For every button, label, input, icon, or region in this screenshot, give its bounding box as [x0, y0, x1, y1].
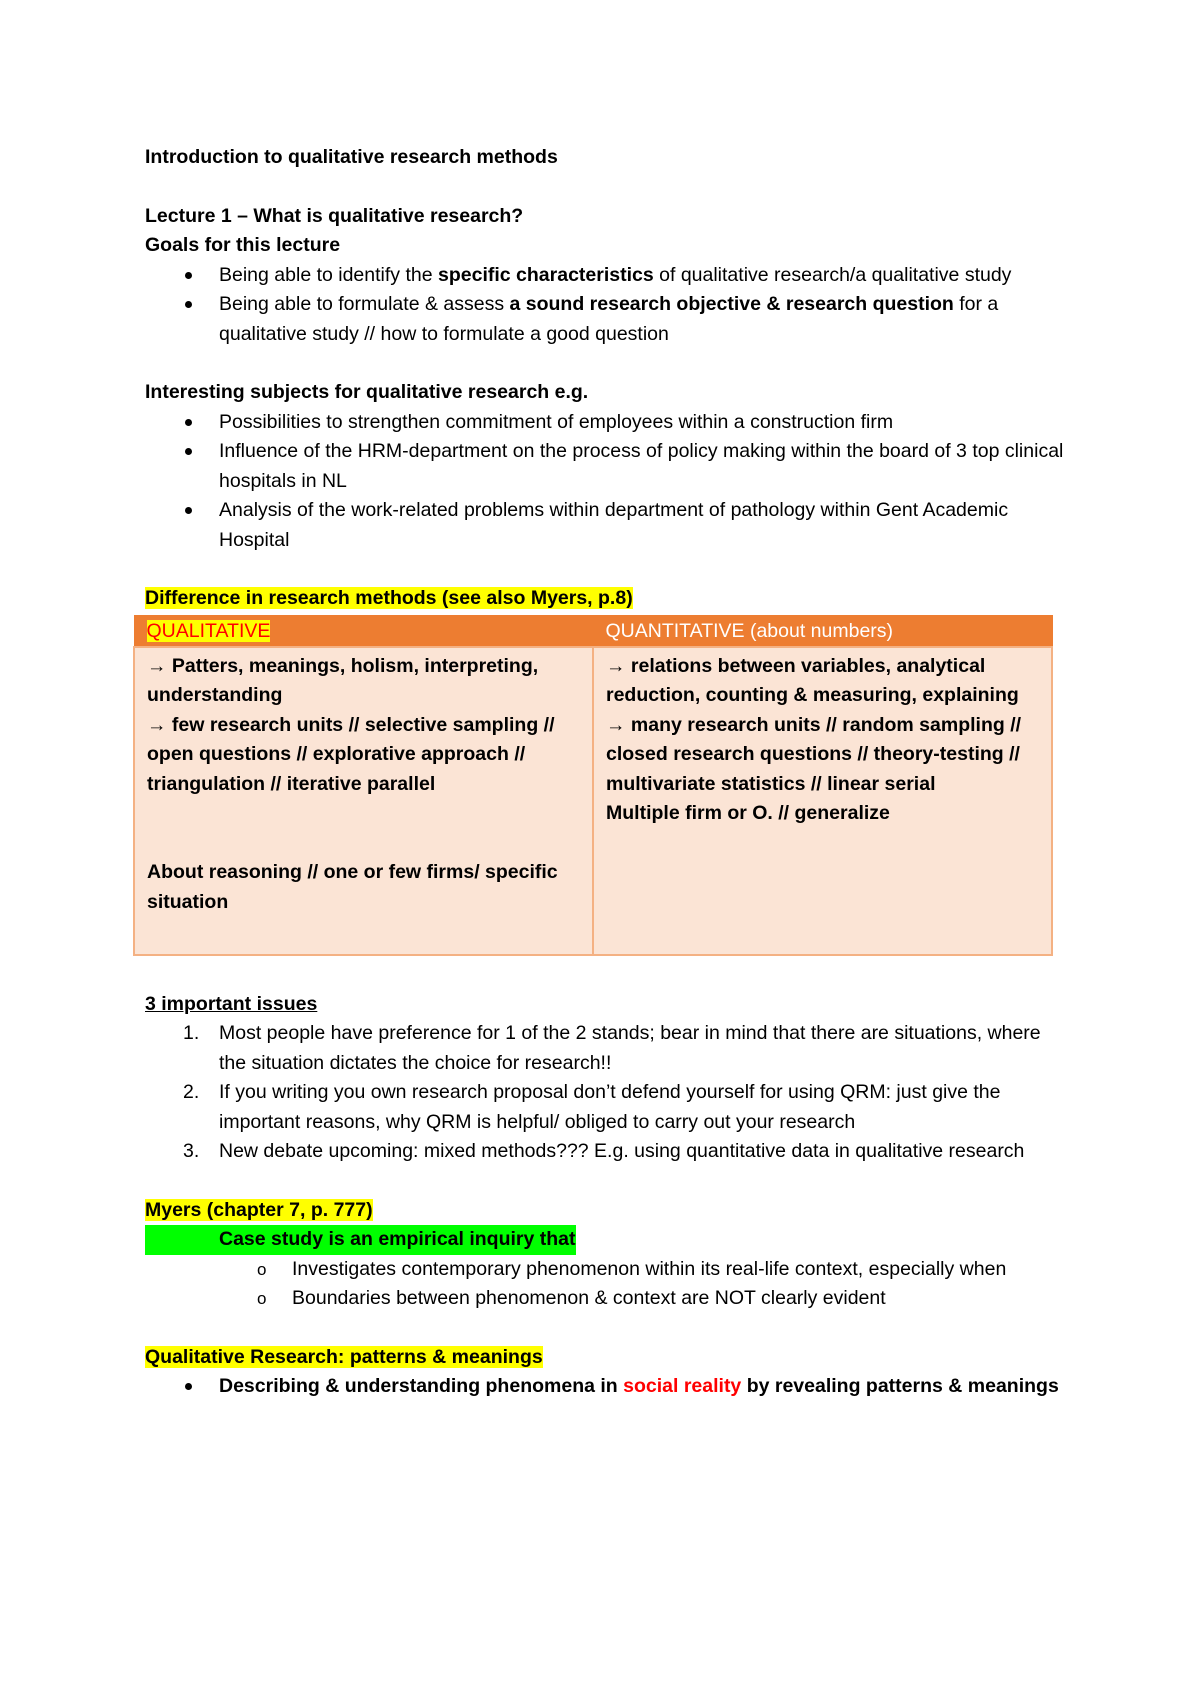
goals-list	[145, 261, 1065, 350]
difference-heading: Difference in research methods (see also Myers, p.8)	[145, 587, 633, 609]
document-title: Introduction to qualitative research methods	[145, 146, 558, 168]
issues-list	[145, 1019, 1065, 1167]
subjects-heading: Interesting subjects for qualitative research e.g.	[145, 381, 589, 403]
qr-item: Describing & understanding phenomena in social reality by revealing patterns & meanings	[145, 1372, 1065, 1402]
qr-list	[145, 1372, 1065, 1402]
arrow-icon: →	[147, 654, 167, 677]
case-study-sublist	[145, 1255, 1065, 1314]
goal-item: Being able to identify the specific characteristics of qualitative research/a qualitative study	[145, 261, 1065, 291]
goal-item: Being able to formulate & assess a sound research objective & research question for a qualitative study // how to formulate a good question	[145, 290, 1065, 349]
lecture-heading: Lecture 1 – What is qualitative research?	[145, 204, 524, 227]
issue-item: 2. If you writing you own research proposal don’t defend yourself for using QRM: just give the important reasons, why QRM is helpful/ obliged to carry out your research	[183, 1081, 1001, 1133]
issue-item: 3. New debate upcoming: mixed methods??? E.g. using quantitative data in qualitative research	[183, 1140, 1025, 1162]
case-sub-item: o Investigates contemporary phenomenon within its real-life context, especially when	[145, 1255, 1065, 1285]
qualitative-research-heading: Qualitative Research: patterns & meanings	[145, 1345, 543, 1368]
arrow-icon: →	[606, 713, 626, 736]
comparison-table	[133, 615, 1053, 956]
subject-item: Influence of the HRM-department on the process of policy making within the board of 3 top clinical hospitals in NL	[145, 437, 1065, 496]
subjects-list	[145, 408, 1065, 556]
arrow-icon: →	[147, 713, 167, 736]
myers-heading: Myers (chapter 7, p. 777)	[145, 1198, 373, 1221]
document-body	[145, 143, 1065, 1402]
case-study-list	[145, 1225, 1065, 1255]
qualitative-header: QUALITATIVE	[134, 615, 593, 647]
arrow-icon: →	[606, 654, 626, 677]
qualitative-cell: → Patters, meanings, holism, interpreting, understanding → few research units // selective sampling // open questions // explorative approach // triangulation // iterative parallel About reasoning // one or few firms/ specific situation	[134, 647, 593, 955]
subject-item: Analysis of the work-related problems within department of pathology within Gent Academic Hospital	[145, 496, 1065, 555]
subject-item: Possibilities to strengthen commitment of employees within a construction firm	[145, 408, 1065, 438]
goals-heading: Goals for this lecture	[145, 234, 341, 256]
issue-item: 1. Most people have preference for 1 of the 2 stands; bear in mind that there are situations, where the situation dictates the choice for research!!	[183, 1022, 1041, 1074]
issues-heading: 3 important issues	[145, 992, 318, 1015]
quantitative-cell: → relations between variables, analytical reduction, counting & measuring, explaining → many research units // random sampling // closed research questions // theory-testing // multivariate statistics // linear serial Multiple firm or O. // generalize	[593, 647, 1052, 955]
case-study-item: Case study is an empirical inquiry that	[145, 1225, 1065, 1255]
case-sub-item: o Boundaries between phenomenon & context are NOT clearly evident	[145, 1284, 1065, 1314]
quantitative-header: QUANTITATIVE (about numbers)	[593, 615, 1052, 647]
